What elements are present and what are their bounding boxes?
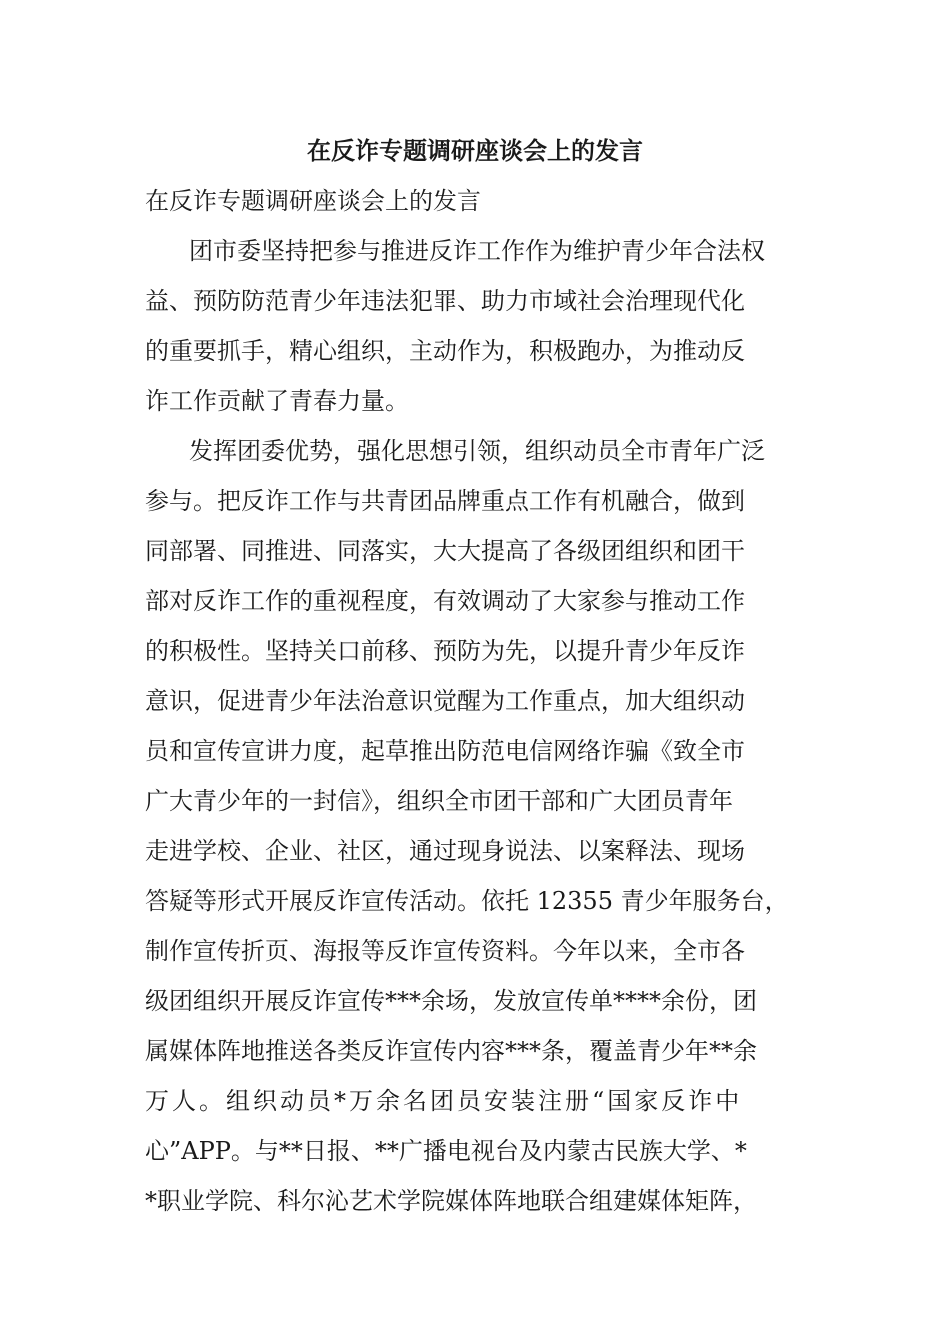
paragraph-2-line-1: 发挥团委优势，强化思想引领，组织动员全市青年广泛 <box>189 437 765 465</box>
paragraph-2-line-13: 属媒体阵地推送各类反诈宣传内容***条，覆盖青少年**余 <box>145 1037 757 1065</box>
paragraph-2-line-11: 制作宣传折页、海报等反诈宣传资料。今年以来，全市各 <box>145 937 745 965</box>
paragraph-1-line-2: 益、预防防范青少年违法犯罪、助力市域社会治理现代化 <box>145 287 745 315</box>
document-title: 在反诈专题调研座谈会上的发言 <box>307 136 643 165</box>
paragraph-2-line-10: 答疑等形式开展反诈宣传活动。依托 12355 青少年服务台， <box>145 887 789 915</box>
paragraph-2-line-6: 意识，促进青少年法治意识觉醒为工作重点，加大组织动 <box>145 687 745 715</box>
document-subtitle: 在反诈专题调研座谈会上的发言 <box>145 187 481 215</box>
paragraph-2-line-9: 走进学校、企业、社区，通过现身说法、以案释法、现场 <box>145 837 745 865</box>
paragraph-2-line-4: 部对反诈工作的重视程度，有效调动了大家参与推动工作 <box>145 587 745 615</box>
paragraph-1-line-1: 团市委坚持把参与推进反诈工作作为维护青少年合法权 <box>189 237 765 265</box>
document-body <box>145 233 845 1233</box>
paragraph-2-line-2: 参与。把反诈工作与共青团品牌重点工作有机融合，做到 <box>145 487 745 515</box>
paragraph-2-line-5: 的积极性。坚持关口前移、预防为先，以提升青少年反诈 <box>145 637 745 665</box>
paragraph-1-line-3: 的重要抓手，精心组织，主动作为，积极跑办，为推动反 <box>145 337 745 365</box>
paragraph-2-line-15: 心”APP。与**日报、**广播电视台及内蒙古民族大学、* <box>145 1137 747 1165</box>
paragraph-2-line-7: 员和宣传宣讲力度，起草推出防范电信网络诈骗《致全市 <box>145 737 745 765</box>
paragraph-1-line-4: 诈工作贡献了青春力量。 <box>145 387 409 415</box>
paragraph-2-line-14: 万人。组织动员*万余名团员安装注册“国家反诈中 <box>145 1087 743 1115</box>
paragraph-2-line-12: 级团组织开展反诈宣传***余场，发放宣传单****余份，团 <box>145 987 757 1015</box>
paragraph-2-line-3: 同部署、同推进、同落实，大大提高了各级团组织和团干 <box>145 537 745 565</box>
paragraph-2-line-16: *职业学院、科尔沁艺术学院媒体阵地联合组建媒体矩阵， <box>145 1187 757 1215</box>
paragraph-2-line-8: 广大青少年的一封信》，组织全市团干部和广大团员青年 <box>145 787 733 815</box>
